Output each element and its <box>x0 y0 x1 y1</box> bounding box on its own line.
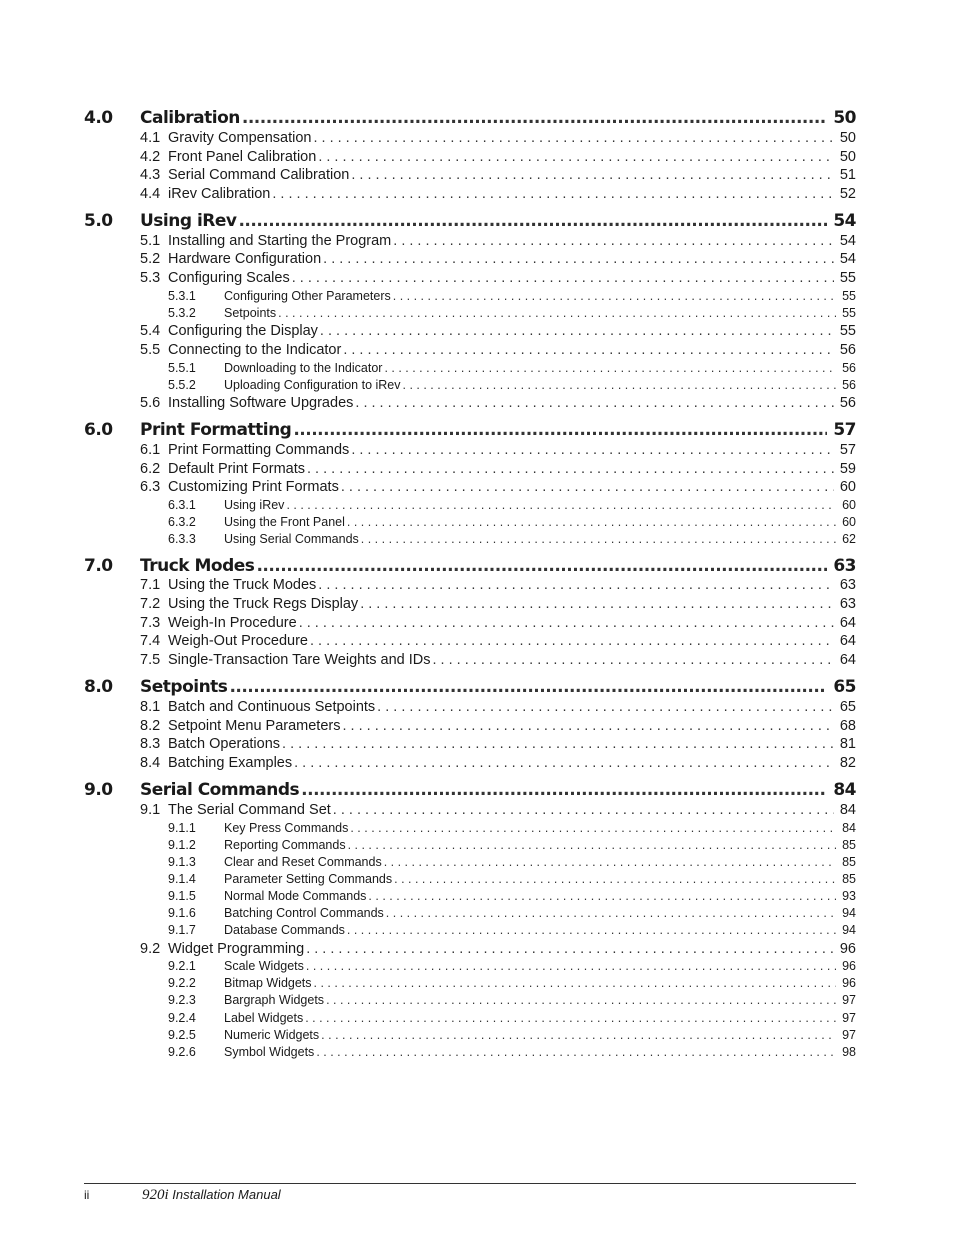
toc-entry-title: Reporting Commands <box>224 838 346 852</box>
toc-entry-number: 9.2.1 <box>168 959 196 973</box>
toc-entry-title: Label Widgets <box>224 1011 304 1025</box>
toc-entry-subsection[interactable] <box>168 498 856 515</box>
toc-dot-leader <box>256 556 827 576</box>
toc-entry-number: 9.2.6 <box>168 1045 196 1059</box>
toc-entry-section[interactable] <box>140 186 856 205</box>
toc-entry-page: 51 <box>839 167 856 183</box>
toc-entry-title: Single-Transaction Tare Weights and IDs <box>168 652 431 668</box>
toc-entry-subsection[interactable] <box>168 1028 856 1045</box>
toc-dot-leader <box>242 108 827 128</box>
toc-entry-page: 56 <box>842 378 856 392</box>
toc-entry-section[interactable] <box>140 802 856 821</box>
toc-dot-leader <box>333 802 834 818</box>
toc-dot-leader <box>305 1011 836 1025</box>
toc-entry-number: 5.5.2 <box>168 378 196 392</box>
toc-entry-title: Downloading to the Indicator <box>224 361 383 375</box>
toc-entry-subsection[interactable] <box>168 1045 856 1062</box>
toc-entry-number: 9.1.4 <box>168 872 196 886</box>
toc-entry-title: Serial Command Calibration <box>168 167 350 183</box>
toc-entry-number: 5.6 <box>140 395 161 411</box>
toc-entry-page: 63 <box>839 577 856 593</box>
toc-entry-subsection[interactable] <box>168 872 856 889</box>
toc-dot-leader <box>347 923 836 937</box>
toc-dot-leader <box>272 186 834 202</box>
toc-dot-leader <box>318 149 834 165</box>
toc-entry-section[interactable] <box>140 652 856 671</box>
toc-entry-page: 65 <box>839 699 856 715</box>
toc-entry-section[interactable] <box>140 167 856 186</box>
toc-entry-number: 5.1 <box>140 233 161 249</box>
toc-entry-page: 84 <box>842 821 856 835</box>
toc-entry-subsection[interactable] <box>168 289 856 306</box>
toc-dot-leader <box>361 532 836 546</box>
toc-dot-leader <box>341 479 834 495</box>
toc-entry-page: 57 <box>833 420 856 440</box>
toc-entry-page: 65 <box>833 677 856 697</box>
toc-entry-section[interactable] <box>140 615 856 634</box>
toc-dot-leader <box>313 130 833 146</box>
toc-dot-leader <box>384 361 836 375</box>
toc-entry-subsection[interactable] <box>168 821 856 838</box>
toc-entry-number: 4.2 <box>140 149 161 165</box>
footer-model: 920i <box>142 1187 169 1203</box>
toc-entry-page: 96 <box>842 959 856 973</box>
toc-entry-title: Database Commands <box>224 923 345 937</box>
toc-entry-number: 5.5 <box>140 342 161 358</box>
toc-entry-number: 9.2 <box>140 941 161 957</box>
toc-entry-chapter[interactable] <box>84 556 856 578</box>
toc-entry-section[interactable] <box>140 941 856 960</box>
toc-dot-leader <box>326 993 836 1007</box>
toc-dot-leader <box>307 461 834 477</box>
toc-entry-title: Key Press Commands <box>224 821 349 835</box>
toc-entry-subsection[interactable] <box>168 906 856 923</box>
toc-dot-leader <box>314 976 837 990</box>
toc-entry-number: 9.1.2 <box>168 838 196 852</box>
toc-entry-section[interactable] <box>140 130 856 149</box>
toc-entry-title: Customizing Print Formats <box>168 479 339 495</box>
toc-entry-section[interactable] <box>140 442 856 461</box>
toc-dot-leader <box>323 251 834 267</box>
toc-entry-number: 8.4 <box>140 755 161 771</box>
toc-entry-section[interactable] <box>140 718 856 737</box>
toc-entry-title: Batching Examples <box>168 755 293 771</box>
toc-dot-leader <box>368 889 836 903</box>
toc-dot-leader <box>343 342 834 358</box>
toc-entry-number: 7.3 <box>140 615 161 631</box>
toc-dot-leader <box>316 1045 836 1059</box>
toc-entry-page: 55 <box>839 270 856 286</box>
toc-entry-number: 5.5.1 <box>168 361 196 375</box>
toc-entry-number: 9.0 <box>84 780 113 800</box>
toc-dot-leader <box>386 906 836 920</box>
toc-dot-leader <box>393 233 834 249</box>
toc-entry-number: 9.2.2 <box>168 976 196 990</box>
toc-entry-page: 54 <box>839 233 856 249</box>
toc-entry-section[interactable] <box>140 596 856 615</box>
toc-entry-title: Scale Widgets <box>224 959 304 973</box>
toc-entry-page: 50 <box>839 130 856 146</box>
toc-entry-number: 6.1 <box>140 442 161 458</box>
toc-entry-title: Calibration <box>140 108 240 128</box>
toc-dot-leader <box>310 633 834 649</box>
toc-entry-number: 4.1 <box>140 130 161 146</box>
toc-entry-page: 50 <box>833 108 856 128</box>
toc-entry-subsection[interactable] <box>168 993 856 1010</box>
toc-entry-number: 7.4 <box>140 633 161 649</box>
toc-entry-section[interactable] <box>140 736 856 755</box>
toc-entry-section[interactable] <box>140 233 856 252</box>
toc-entry-title: Serial Commands <box>140 780 300 800</box>
toc-entry-page: 81 <box>839 736 856 752</box>
toc-entry-title: Setpoints <box>224 306 277 320</box>
toc-entry-page: 57 <box>839 442 856 458</box>
toc-entry-page: 52 <box>839 186 856 202</box>
toc-entry-page: 94 <box>842 906 856 920</box>
toc-entry-number: 9.1.1 <box>168 821 196 835</box>
toc-entry-subsection[interactable] <box>168 378 856 395</box>
toc-entry-page: 97 <box>842 1028 856 1042</box>
toc-entry-page: 68 <box>839 718 856 734</box>
toc-entry-number: 9.1.3 <box>168 855 196 869</box>
toc-entry-section[interactable] <box>140 461 856 480</box>
toc-dot-leader <box>384 855 836 869</box>
toc-entry-number: 7.0 <box>84 556 113 576</box>
toc-entry-section[interactable] <box>140 270 856 289</box>
toc-entry-page: 63 <box>839 596 856 612</box>
toc-dot-leader <box>348 838 837 852</box>
toc-entry-title: Using the Truck Regs Display <box>168 596 359 612</box>
toc-entry-page: 55 <box>842 289 856 303</box>
toc-entry-number: 5.3 <box>140 270 161 286</box>
toc-entry-section[interactable] <box>140 577 856 596</box>
toc-dot-leader <box>306 959 836 973</box>
toc-entry-page: 59 <box>839 461 856 477</box>
toc-entry-section[interactable] <box>140 699 856 718</box>
toc-entry-title: Batching Control Commands <box>224 906 384 920</box>
toc-entry-page: 50 <box>839 149 856 165</box>
toc-dot-leader <box>238 211 827 231</box>
toc-dot-leader <box>321 1028 836 1042</box>
toc-entry-title: Bargraph Widgets <box>224 993 325 1007</box>
toc-entry-page: 64 <box>839 633 856 649</box>
toc-entry-title: Gravity Compensation <box>168 130 312 146</box>
toc-entry-title: iRev Calibration <box>168 186 271 202</box>
toc-entry-title: Configuring the Display <box>168 323 318 339</box>
toc-entry-chapter[interactable] <box>84 108 856 130</box>
toc-entry-page: 85 <box>842 838 856 852</box>
toc-entry-page: 63 <box>833 556 856 576</box>
toc-entry-number: 6.3 <box>140 479 161 495</box>
toc-dot-leader <box>394 872 836 886</box>
toc-dot-leader <box>282 736 834 752</box>
toc-dot-leader <box>278 306 836 320</box>
toc-entry-page: 85 <box>842 855 856 869</box>
toc-entry-page: 96 <box>842 976 856 990</box>
toc-entry-number: 9.2.3 <box>168 993 196 1007</box>
toc-entry-title: Installing Software Upgrades <box>168 395 354 411</box>
toc-entry-page: 56 <box>839 342 856 358</box>
toc-entry-page: 60 <box>842 515 856 529</box>
toc-dot-leader <box>286 498 836 512</box>
toc-entry-section[interactable] <box>140 149 856 168</box>
toc-entry-page: 64 <box>839 652 856 668</box>
toc-entry-page: 62 <box>842 532 856 546</box>
toc-entry-page: 56 <box>842 361 856 375</box>
toc-dot-leader <box>403 378 837 392</box>
toc-entry-number: 9.2.5 <box>168 1028 196 1042</box>
toc-entry-subsection[interactable] <box>168 923 856 940</box>
toc-dot-leader <box>301 780 827 800</box>
toc-dot-leader <box>342 718 833 734</box>
toc-entry-title: Default Print Formats <box>168 461 305 477</box>
toc-entry-title: Batch and Continuous Setpoints <box>168 699 376 715</box>
toc-entry-page: 64 <box>839 615 856 631</box>
toc-entry-page: 93 <box>842 889 856 903</box>
toc-dot-leader <box>292 270 834 286</box>
toc-entry-chapter[interactable] <box>84 677 856 699</box>
toc-entry-number: 6.3.2 <box>168 515 196 529</box>
footer-page-number: ii <box>84 1188 90 1202</box>
toc-entry-chapter[interactable] <box>84 211 856 233</box>
toc-entry-page: 97 <box>842 1011 856 1025</box>
toc-entry-page: 97 <box>842 993 856 1007</box>
toc-entry-page: 84 <box>839 802 856 818</box>
toc-entry-page: 56 <box>839 395 856 411</box>
toc-entry-number: 6.3.3 <box>168 532 196 546</box>
toc-entry-number: 9.1.6 <box>168 906 196 920</box>
toc-entry-number: 5.0 <box>84 211 113 231</box>
toc-dot-leader <box>294 755 834 771</box>
toc-entry-title: Connecting to the Indicator <box>168 342 342 358</box>
toc-dot-leader <box>293 420 827 440</box>
toc-entry-title: Using Serial Commands <box>224 532 359 546</box>
toc-dot-leader <box>347 515 836 529</box>
toc-entry-subsection[interactable] <box>168 976 856 993</box>
toc-entry-number: 9.2.4 <box>168 1011 196 1025</box>
toc-entry-title: Front Panel Calibration <box>168 149 317 165</box>
toc-entry-number: 8.2 <box>140 718 161 734</box>
toc-entry-title: Using the Truck Modes <box>168 577 317 593</box>
toc-entry-chapter[interactable] <box>84 420 856 442</box>
toc-entry-title: Batch Operations <box>168 736 281 752</box>
toc-entry-number: 5.2 <box>140 251 161 267</box>
toc-entry-subsection[interactable] <box>168 515 856 532</box>
footer-title-text: Installation Manual <box>172 1187 281 1202</box>
toc-dot-leader <box>377 699 834 715</box>
toc-entry-number: 6.2 <box>140 461 161 477</box>
toc-entry-page: 60 <box>842 498 856 512</box>
toc-dot-leader <box>320 323 834 339</box>
toc-dot-leader <box>306 941 834 957</box>
toc-entry-number: 8.1 <box>140 699 161 715</box>
toc-dot-leader <box>299 615 834 631</box>
toc-entry-page: 82 <box>839 755 856 771</box>
toc-entry-page: 98 <box>842 1045 856 1059</box>
toc-entry-section[interactable] <box>140 395 856 414</box>
toc-entry-section[interactable] <box>140 479 856 498</box>
toc-entry-title: Print Formatting Commands <box>168 442 350 458</box>
toc-dot-leader <box>350 821 836 835</box>
toc-entry-page: 60 <box>839 479 856 495</box>
toc-entry-page: 85 <box>842 872 856 886</box>
toc-entry-section[interactable] <box>140 342 856 361</box>
toc-entry-title: Parameter Setting Commands <box>224 872 393 886</box>
toc-dot-leader <box>351 442 834 458</box>
toc-entry-title: The Serial Command Set <box>168 802 331 818</box>
toc-entry-title: Bitmap Widgets <box>224 976 312 990</box>
toc-entry-title: Using the Front Panel <box>224 515 345 529</box>
footer-rule <box>84 1183 856 1184</box>
toc-entry-title: Setpoints <box>140 677 228 697</box>
toc-dot-leader <box>229 677 827 697</box>
toc-entry-subsection[interactable] <box>168 361 856 378</box>
toc-entry-page: 54 <box>833 211 856 231</box>
toc-entry-title: Setpoint Menu Parameters <box>168 718 341 734</box>
toc-entry-title: Configuring Other Parameters <box>224 289 391 303</box>
toc-entry-subsection[interactable] <box>168 889 856 906</box>
toc-entry-title: Print Formatting <box>140 420 292 440</box>
toc-dot-leader <box>393 289 836 303</box>
toc-entry-section[interactable] <box>140 251 856 270</box>
toc-entry-title: Hardware Configuration <box>168 251 322 267</box>
toc-entry-title: Clear and Reset Commands <box>224 855 382 869</box>
toc-entry-number: 6.3.1 <box>168 498 196 512</box>
toc-entry-page: 84 <box>833 780 856 800</box>
toc-entry-title: Symbol Widgets <box>224 1045 315 1059</box>
toc-entry-number: 7.5 <box>140 652 161 668</box>
toc-entry-subsection[interactable] <box>168 855 856 872</box>
toc-entry-title: Configuring Scales <box>168 270 290 286</box>
toc-entry-number: 8.0 <box>84 677 113 697</box>
toc-entry-page: 55 <box>842 306 856 320</box>
toc-entry-section[interactable] <box>140 633 856 652</box>
toc-entry-number: 8.3 <box>140 736 161 752</box>
toc-entry-chapter[interactable] <box>84 780 856 802</box>
toc-entry-number: 5.3.1 <box>168 289 196 303</box>
toc-entry-title: Truck Modes <box>140 556 255 576</box>
toc-dot-leader <box>432 652 833 668</box>
toc-entry-page: 54 <box>839 251 856 267</box>
toc-entry-title: Widget Programming <box>168 941 305 957</box>
toc-entry-number: 9.1.7 <box>168 923 196 937</box>
toc-entry-title: Weigh-Out Procedure <box>168 633 308 649</box>
toc-entry-title: Using iRev <box>224 498 285 512</box>
toc-entry-title: Uploading Configuration to iRev <box>224 378 401 392</box>
footer-manual-title <box>142 1187 281 1204</box>
toc-entry-page: 55 <box>839 323 856 339</box>
toc-entry-page: 94 <box>842 923 856 937</box>
toc-dot-leader <box>318 577 834 593</box>
toc-entry-title: Numeric Widgets <box>224 1028 320 1042</box>
toc-entry-section[interactable] <box>140 755 856 774</box>
toc-entry-number: 5.3.2 <box>168 306 196 320</box>
toc-entry-subsection[interactable] <box>168 838 856 855</box>
toc-entry-number: 5.4 <box>140 323 161 339</box>
toc-entry-number: 4.3 <box>140 167 161 183</box>
toc-entry-title: Using iRev <box>140 211 237 231</box>
toc-entry-number: 4.0 <box>84 108 113 128</box>
toc-entry-title: Weigh-In Procedure <box>168 615 297 631</box>
toc-entry-number: 6.0 <box>84 420 113 440</box>
toc-entry-number: 7.1 <box>140 577 161 593</box>
toc-entry-number: 4.4 <box>140 186 161 202</box>
toc-entry-subsection[interactable] <box>168 532 856 549</box>
toc-entry-number: 9.1 <box>140 802 161 818</box>
toc-entry-subsection[interactable] <box>168 1011 856 1028</box>
toc-entry-number: 7.2 <box>140 596 161 612</box>
toc-entry-title: Installing and Starting the Program <box>168 233 392 249</box>
toc-entry-page: 96 <box>839 941 856 957</box>
toc-dot-leader <box>360 596 834 612</box>
toc-entry-title: Normal Mode Commands <box>224 889 367 903</box>
toc-entry-subsection[interactable] <box>168 959 856 976</box>
toc-dot-leader <box>351 167 834 183</box>
toc-entry-section[interactable] <box>140 323 856 342</box>
toc-entry-subsection[interactable] <box>168 306 856 323</box>
toc-dot-leader <box>355 395 833 411</box>
toc-entry-number: 9.1.5 <box>168 889 196 903</box>
